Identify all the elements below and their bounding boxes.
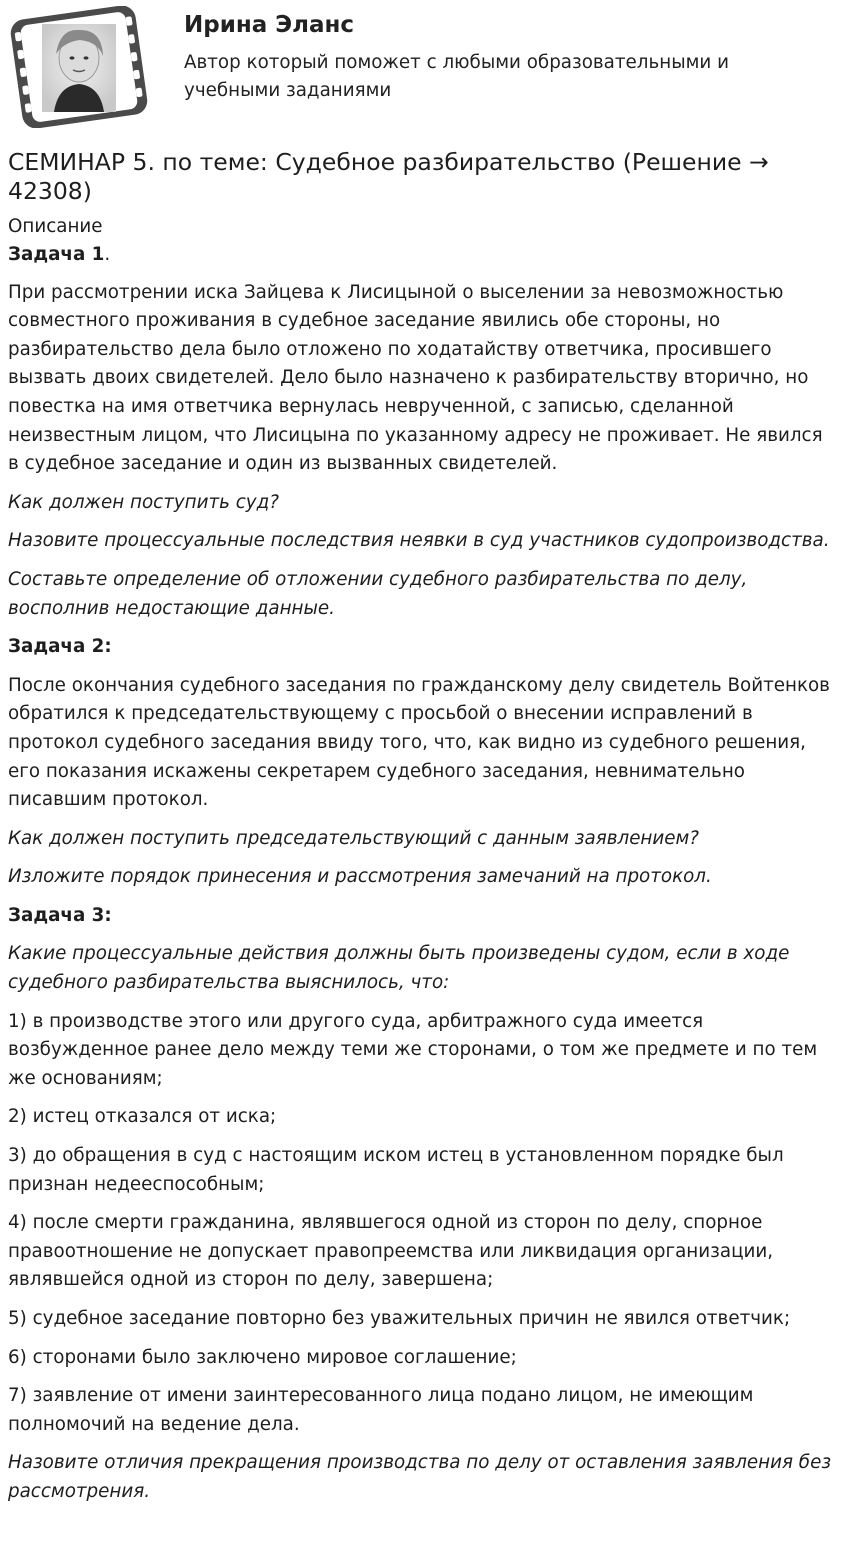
task3-item: 4) после смерти гражданина, являвшегося одной из сторон по делу, спорное правоотношение не допускает правопреемства или ликвидация организации, являвшейся одной из сторон по делу, завершена; <box>8 1212 774 1291</box>
task3-item: 6) сторонами было заключено мировое соглашение; <box>8 1346 517 1368</box>
page-title: СЕМИНАР 5. по теме: Судебное разбирательство (Решение → 42308) <box>8 148 769 205</box>
task1-question: Составьте определение об отложении судебного разбирательства по делу, восполнив недостающие данные. <box>8 568 748 619</box>
task2-question: Как должен поступить председательствующий с данным заявлением? <box>8 827 700 849</box>
task2-heading <box>8 633 838 662</box>
task3-heading <box>8 902 838 931</box>
task3-item: 5) судебное заседание повторно без уважительных причин не явился ответчик; <box>8 1308 791 1329</box>
task3-item: 1) в производстве этого или другого суда, арбитражного суда имеется возбужденное ранее дело между теми же сторонами, о том же предмете и по тем же основаниям; <box>8 1010 818 1089</box>
main-content <box>8 148 838 1517</box>
task1-text: При рассмотрении иска Зайцева к Лисицыной о выселении за невозможностью совместного проживания в судебное заседание явились обе стороны, но разбирательство дела было отложено по ходатайству ответчика, просившего вызвать двоих свидетелей. Дело было назначено к разбирательству вторично, но повестка на имя ответчика вернулась неврученной, с записью, сделанной неизвестным лицом, что Лисицына по указанному адресу не проживает. Не явился в судебное заседание и один из вызванных свидетелей. <box>8 281 823 475</box>
task1-heading-text: Задача 1 <box>8 244 105 265</box>
task2-question: Изложите порядок принесения и рассмотрения замечаний на протокол. <box>8 866 712 888</box>
task1-question: Назовите процессуальные последствия неявки в суд участников судопроизводства. <box>8 530 830 552</box>
task3-heading-text: Задача 3: <box>8 904 112 926</box>
task3-intro: Какие процессуальные действия должны быть произведены судом, если в ходе судебного разбирательства выяснилось, что: <box>8 943 790 994</box>
task2-text: После окончания судебного заседания по гражданскому делу свидетель Войтенков обратился к председательствующему с просьбой о внесении исправлений в протокол судебного заседания ввиду того, что, как видно из судебного решения, его показания искажены секретарем судебного заседания, невнимательно писавшим протокол. <box>8 674 830 811</box>
task2-heading-text: Задача 2: <box>8 636 112 658</box>
author-card <box>0 0 847 135</box>
author-name[interactable]: Ирина Эланс <box>184 12 355 38</box>
task3-final-question: Назовите отличия прекращения производства по делу от оставления заявления без рассмотрения. <box>8 1452 832 1502</box>
film-strip-frame-icon <box>6 6 152 128</box>
author-avatar[interactable] <box>6 6 152 128</box>
task3-item: 2) истец отказался от иска; <box>8 1106 277 1128</box>
task3-item: 3) до обращения в суд с настоящим иском истец в установленном порядке был признан недееспособным; <box>8 1145 784 1195</box>
author-description: Автор который поможет с любыми образовательными и учебными заданиями <box>184 52 729 101</box>
description-label: Описание <box>8 216 103 237</box>
task1-heading-suffix: . <box>104 244 111 265</box>
task1-heading <box>8 241 838 270</box>
task3-item: 7) заявление от имени заинтересованного лица подано лицом, не имеющим полномочий на ведение дела. <box>8 1385 754 1435</box>
task1-question: Как должен поступить суд? <box>8 491 279 513</box>
